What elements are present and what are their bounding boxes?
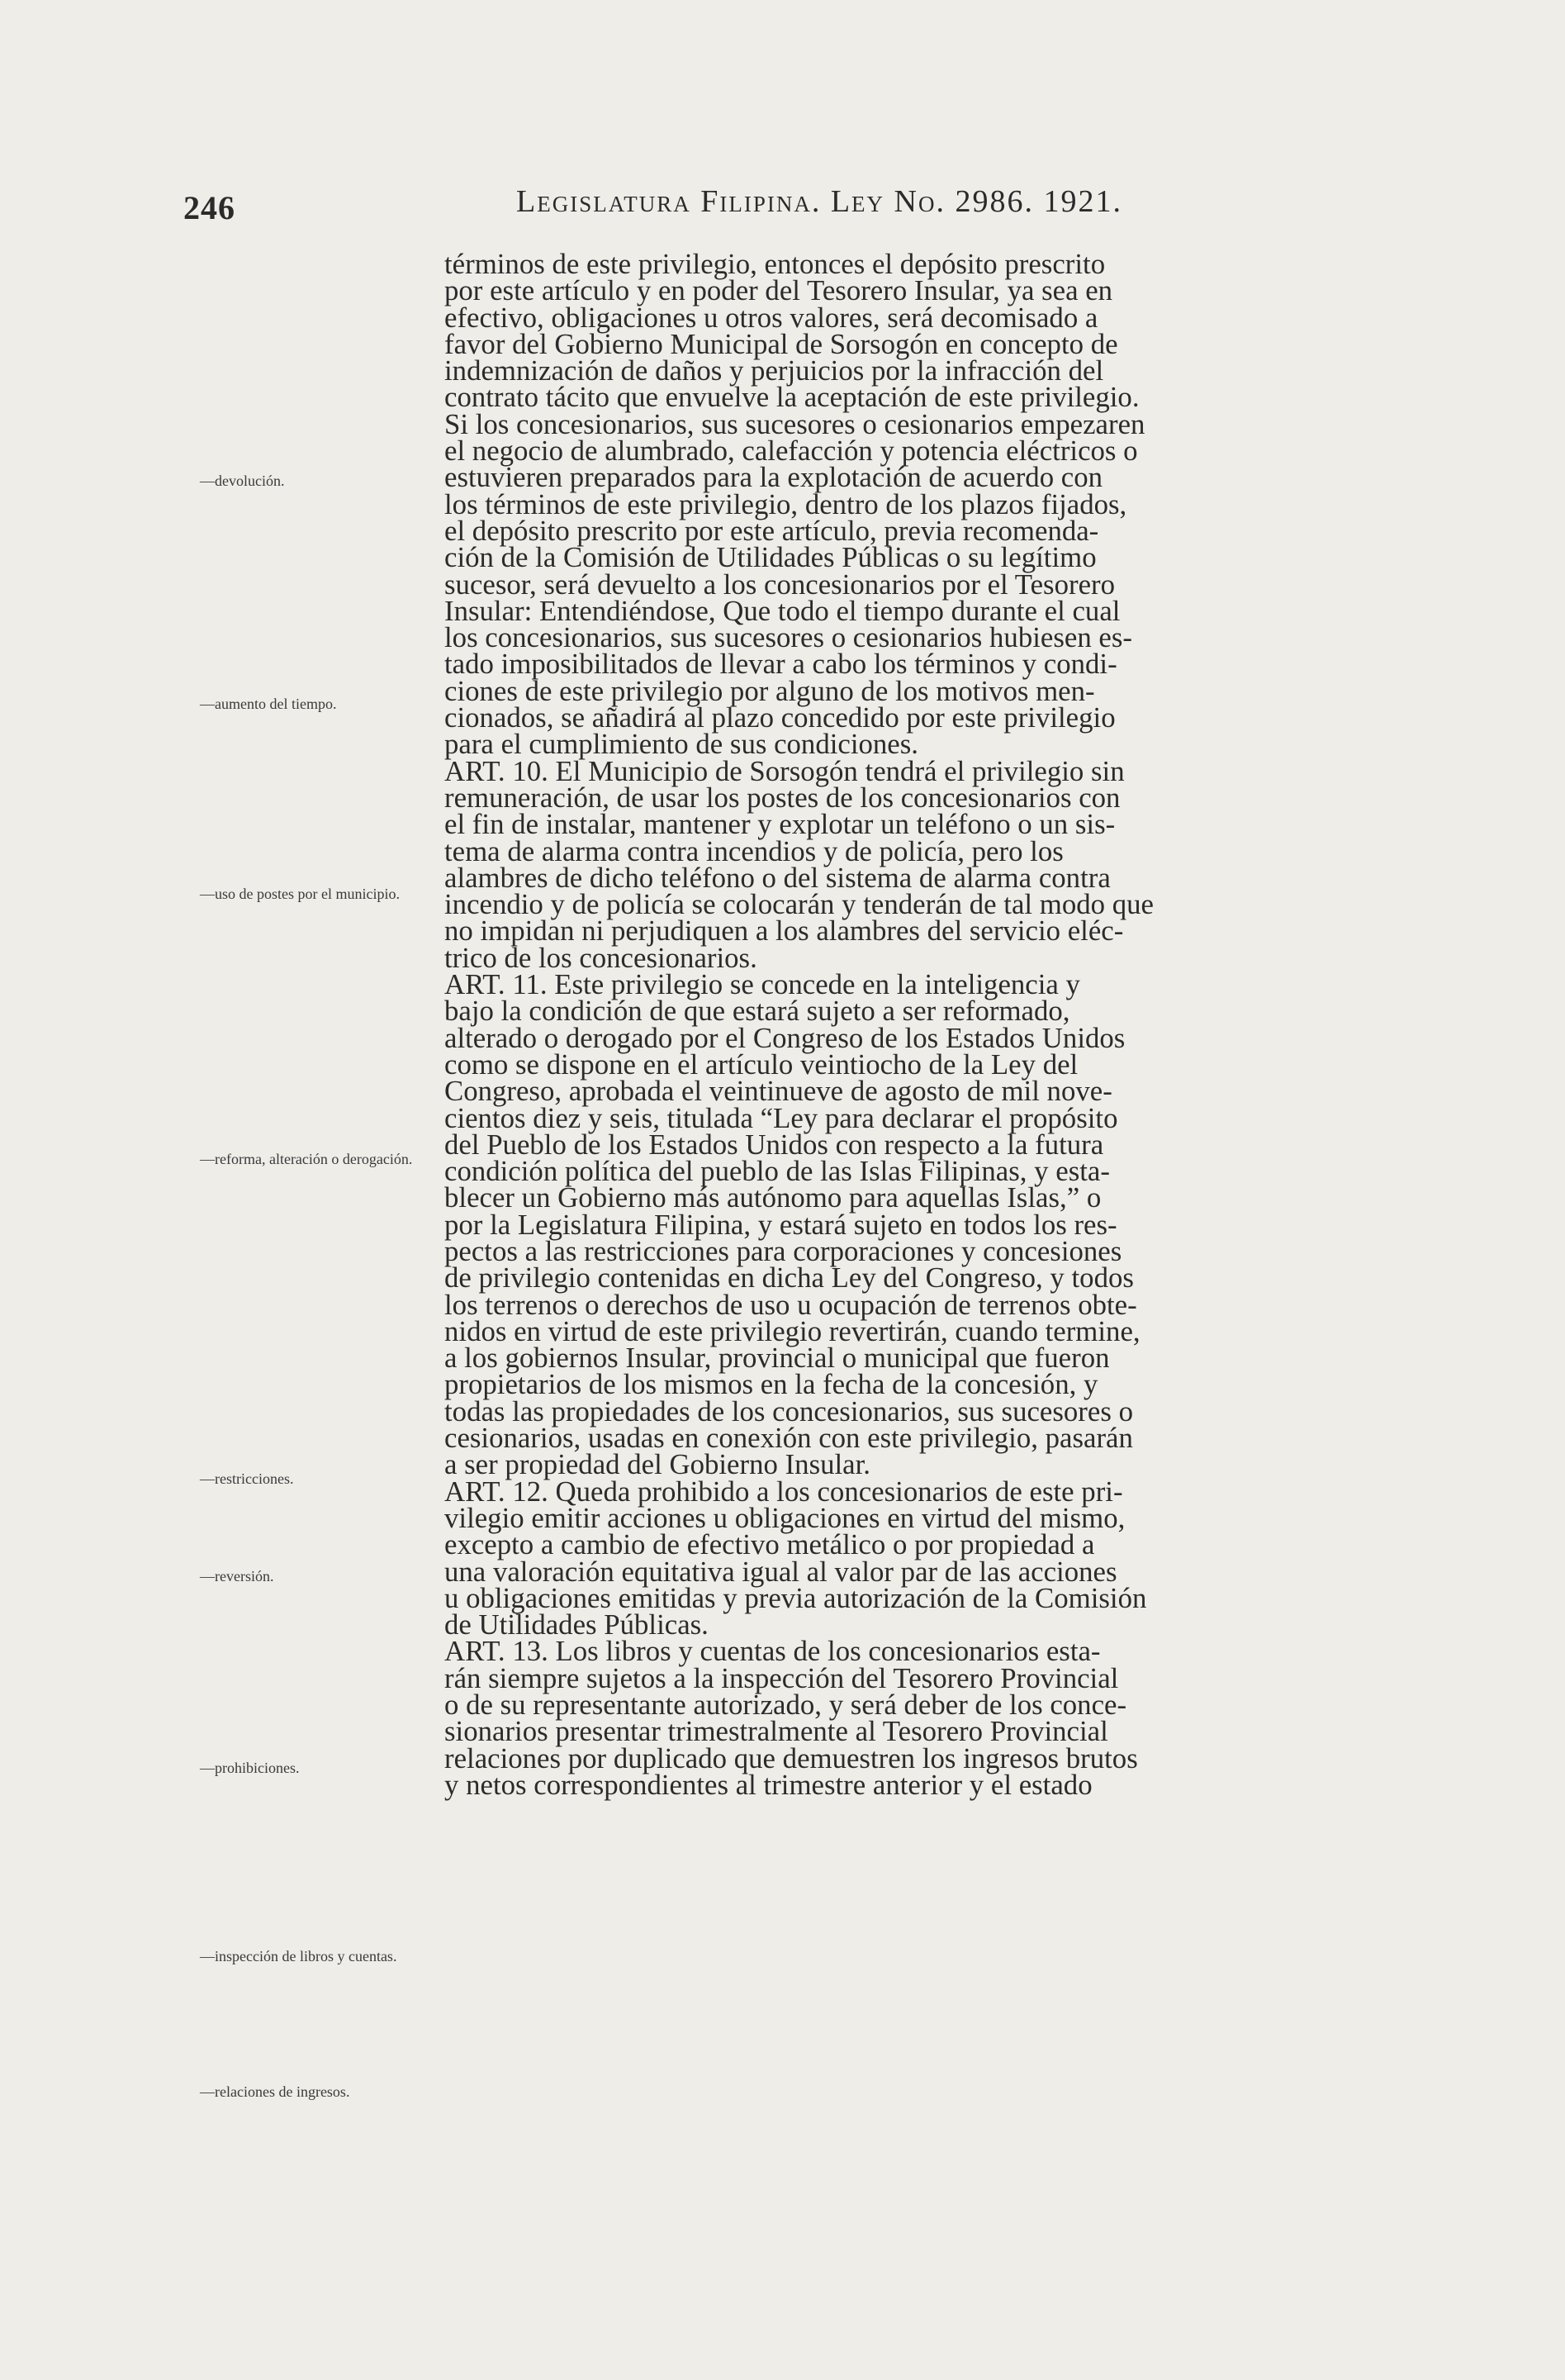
running-head: Legislatura Filipina. Ley No. 2986. 1921. bbox=[516, 184, 1122, 219]
body-line: los terrenos o derechos de uso u ocupación de terrenos obte- bbox=[444, 1288, 1137, 1321]
body-line: Congreso, aprobada el veintinueve de agosto de mil nove- bbox=[444, 1075, 1112, 1108]
sidenote-restricciones: —restricciones. bbox=[200, 1470, 294, 1487]
body-line: sucesor, será devuelto a los concesionarios por el Tesorero bbox=[444, 568, 1116, 601]
body-line: tema de alarma contra incendios y de policía, pero los bbox=[444, 834, 1064, 867]
body-line: excepto a cambio de efectivo metálico o por propiedad a bbox=[444, 1528, 1095, 1561]
body-line: ción de la Comisión de Utilidades Públicas o su legítimo bbox=[444, 541, 1097, 574]
body-text bbox=[444, 248, 1398, 1801]
body-line: como se dispone en el artículo veintiocho de la Ley del bbox=[444, 1047, 1079, 1081]
body-line: nidos en virtud de este privilegio revertirán, cuando termine, bbox=[444, 1314, 1141, 1347]
body-line: rán siempre sujetos a la inspección del Tesorero Provincial bbox=[444, 1661, 1119, 1694]
body-line: incendio y de policía se colocarán y tenderán de tal modo que bbox=[444, 888, 1154, 921]
body-line: cesionarios, usadas en conexión con este privilegio, pasarán bbox=[444, 1422, 1133, 1455]
page-number: 246 bbox=[183, 189, 235, 226]
body-line: de privilegio contenidas en dicha Ley del Congreso, y todos bbox=[444, 1261, 1134, 1295]
body-line: contrato tácito que envuelve la aceptación de este privilegio. bbox=[444, 381, 1140, 414]
body-line: propietarios de los mismos en la fecha de la concesión, y bbox=[444, 1368, 1098, 1401]
body-line: a ser propiedad del Gobierno Insular. bbox=[444, 1448, 870, 1481]
body-line: sionarios presentar trimestralmente al Tesorero Provincial bbox=[444, 1715, 1108, 1748]
body-line: trico de los concesionarios. bbox=[444, 941, 757, 974]
body-line: los términos de este privilegio, dentro de los plazos fijados, bbox=[444, 487, 1127, 520]
body-line: una valoración equitativa igual al valor par de las acciones bbox=[444, 1555, 1117, 1588]
sidenote-reversion: —reversión. bbox=[200, 1568, 274, 1584]
body-line: ART. 11. Este privilegio se concede en la inteligencia y bbox=[444, 968, 1080, 1001]
body-line: por este artículo y en poder del Tesorero Insular, ya sea en bbox=[444, 274, 1113, 307]
body-line: el fin de instalar, mantener y explotar un teléfono o un sis- bbox=[444, 808, 1116, 841]
sidenote-aumento-tiempo: —aumento del tiempo. bbox=[200, 696, 337, 712]
body-line: relaciones por duplicado que demuestren los ingresos brutos bbox=[444, 1741, 1138, 1774]
body-line: condición política del pueblo de las Islas Filipinas, y esta- bbox=[444, 1155, 1110, 1188]
body-line: ciones de este privilegio por alguno de los motivos men- bbox=[444, 674, 1095, 707]
sidenote-inspeccion: —inspección de libros y cuentas. bbox=[200, 1948, 397, 1964]
body-line: efectivo, obligaciones u otros valores, será decomisado a bbox=[444, 301, 1098, 334]
body-line: remuneración, de usar los postes de los concesionarios con bbox=[444, 781, 1121, 814]
sidenote-devolucion: —devolución. bbox=[200, 473, 285, 489]
body-line: del Pueblo de los Estados Unidos con respecto a la futura bbox=[444, 1128, 1104, 1161]
body-line: a los gobiernos Insular, provincial o municipal que fueron bbox=[444, 1342, 1110, 1375]
sidenote-uso-postes: —uso de postes por el municipio. bbox=[200, 886, 400, 902]
body-line: blecer un Gobierno más autónomo para aquellas Islas,” o bbox=[444, 1181, 1102, 1214]
body-line: para el cumplimiento de sus condiciones. bbox=[444, 728, 918, 761]
body-line: indemnización de daños y perjuicios por la infracción del bbox=[444, 354, 1104, 387]
body-line: el depósito prescrito por este artículo, previa recomenda- bbox=[444, 514, 1099, 547]
body-line: el negocio de alumbrado, calefacción y potencia eléctricos o bbox=[444, 435, 1138, 468]
body-line: ART. 10. El Municipio de Sorsogón tendrá el privilegio sin bbox=[444, 754, 1125, 787]
body-line: y netos correspondientes al trimestre anterior y el estado bbox=[444, 1768, 1093, 1801]
body-line: Si los concesionarios, sus sucesores o cesionarios empezaren bbox=[444, 407, 1145, 440]
body-line: Insular: Entendiéndose, Que todo el tiempo durante el cual bbox=[444, 594, 1121, 627]
body-line: estuvieren preparados para la explotación de acuerdo con bbox=[444, 461, 1103, 494]
body-line: por la Legislatura Filipina, y estará sujeto en todos los res- bbox=[444, 1208, 1117, 1241]
body-line: ART. 13. Los libros y cuentas de los concesionarios esta- bbox=[444, 1635, 1101, 1668]
body-line: bajo la condición de que estará sujeto a ser reformado, bbox=[444, 995, 1070, 1028]
sidenote-prohibiciones: —prohibiciones. bbox=[200, 1760, 300, 1776]
body-line: u obligaciones emitidas y previa autorización de la Comisión bbox=[444, 1581, 1147, 1614]
body-line: ART. 12. Queda prohibido a los concesionarios de este pri- bbox=[444, 1475, 1123, 1508]
body-line: de Utilidades Públicas. bbox=[444, 1608, 709, 1641]
body-line: cientos diez y seis, titulada “Ley para declarar el propósito bbox=[444, 1101, 1118, 1134]
body-line: no impidan ni perjudiquen a los alambres del servicio eléc- bbox=[444, 914, 1124, 948]
body-line: pectos a las restricciones para corporaciones y concesiones bbox=[444, 1234, 1122, 1267]
body-line: favor del Gobierno Municipal de Sorsogón en concepto de bbox=[444, 327, 1118, 360]
body-line: vilegio emitir acciones u obligaciones en virtud del mismo, bbox=[444, 1501, 1126, 1534]
body-line: términos de este privilegio, entonces el depósito prescrito bbox=[444, 248, 1106, 280]
sidenote-reforma: —reforma, alteración o derogación. bbox=[200, 1151, 413, 1167]
sidenote-relaciones: —relaciones de ingresos. bbox=[200, 2083, 350, 2100]
body-line: alambres de dicho teléfono o del sistema de alarma contra bbox=[444, 861, 1111, 894]
body-line: o de su representante autorizado, y será deber de los conce- bbox=[444, 1689, 1127, 1722]
body-line: cionados, se añadirá al plazo concedido por este privilegio bbox=[444, 701, 1116, 734]
body-line: alterado o derogado por el Congreso de los Estados Unidos bbox=[444, 1021, 1126, 1054]
body-line: tado imposibilitados de llevar a cabo los términos y condi- bbox=[444, 648, 1117, 681]
body-line: todas las propiedades de los concesionarios, sus sucesores o bbox=[444, 1394, 1133, 1428]
body-line: los concesionarios, sus sucesores o cesionarios hubiesen es- bbox=[444, 621, 1133, 654]
